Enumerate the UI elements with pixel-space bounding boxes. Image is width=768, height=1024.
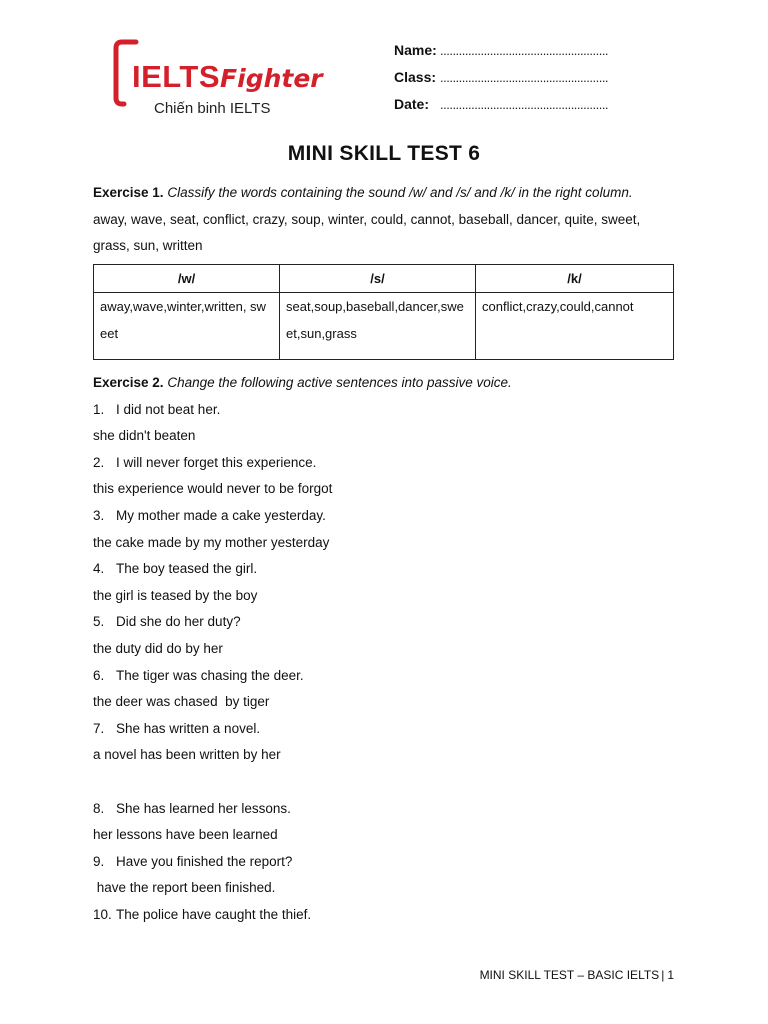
name-field [394,42,664,69]
question-text: She has written a novel. [116,720,261,736]
question-text: The boy teased the girl. [116,561,258,577]
table-row [94,293,674,360]
table-header: /s/ [280,265,476,293]
logo-wordmark [132,60,323,96]
answer-text[interactable]: she didn't beaten [93,428,196,444]
question-text: Did she do her duty? [116,614,241,630]
question-text: My mother made a cake yesterday. [116,507,326,523]
class-label: Class: [394,69,437,85]
question-text: Have you finished the report? [116,853,293,869]
date-line: ...................................................... [440,97,609,112]
answer-text[interactable]: a novel has been written by her [93,747,281,763]
sound-classification-table [93,264,674,360]
table-cell[interactable]: away,wave,winter,written, sweet [94,293,280,360]
question-number: 4. [93,561,105,577]
exercise2-list [93,397,683,929]
page-footer [480,968,674,982]
footer-text: MINI SKILL TEST – BASIC IELTS [479,968,660,982]
question-item [93,849,683,876]
question-text: The police have caught the thief. [116,906,312,922]
answer-text[interactable]: the deer was chased by tiger [93,694,270,710]
exercise1-heading [93,180,683,207]
answer-text[interactable]: the duty did do by her [93,640,223,656]
exercise1-words-line: away, wave, seat, conflict, crazy, soup, winter, could, cannot, baseball, dancer, quite, sweet, [93,211,641,227]
exercise1-label: Exercise 1. [93,185,164,200]
exercise1-intro [93,180,683,260]
table-cell[interactable]: conflict,crazy,could,cannot [476,293,674,360]
answer-text[interactable]: the cake made by my mother yesterday [93,534,330,550]
question-number: 10. [93,906,112,922]
table-cell[interactable]: seat,soup,baseball,dancer,sweet,sun,grass [280,293,476,360]
question-text: I will never forget this experience. [116,454,317,470]
logo-brand-script: Fighter [220,64,323,93]
question-item [93,716,683,743]
answer-text[interactable]: have the report been finished. [93,880,276,896]
date-label: Date: [394,96,430,112]
answer-text[interactable]: this experience would never to be forgot [93,481,333,497]
question-number: 1. [93,401,105,417]
date-field [394,96,664,123]
question-item [93,796,683,823]
question-item [93,663,683,690]
question-number: 3. [93,507,105,523]
logo-brand: IELTS [132,59,221,94]
exercise2-section [93,370,683,928]
exercise2-heading [93,370,683,397]
question-item [93,609,683,636]
footer-separator: | [661,968,665,982]
class-field [394,69,664,96]
question-item [93,397,683,424]
logo-tagline: Chiến binh IELTS [154,100,271,117]
question-text: I did not beat her. [116,401,221,417]
exercise1-words-line: grass, sun, written [93,238,203,254]
question-text: The tiger was chasing the deer. [116,667,304,683]
question-item [93,450,683,477]
page-title: MINI SKILL TEST 6 [287,142,481,165]
exercise2-label: Exercise 2. [93,375,164,390]
question-item [93,556,683,583]
table-header: /w/ [94,265,280,293]
question-number: 2. [93,454,105,470]
name-line: ...................................................... [440,43,609,58]
question-number: 5. [93,614,105,630]
page-number: 1 [667,968,674,982]
question-item [93,902,683,929]
question-item [93,503,683,530]
question-number: 6. [93,667,105,683]
ielts-fighter-logo [110,38,323,123]
answer-text[interactable]: the girl is teased by the boy [93,587,258,603]
table-header: /k/ [476,265,674,293]
table-header-row [94,265,674,293]
class-line: ...................................................... [440,70,609,85]
exercise1-instruction: Classify the words containing the sound /w/ and /s/ and /k/ in the right column. [167,185,633,200]
name-label: Name: [394,42,437,58]
question-text: She has learned her lessons. [116,800,291,816]
question-number: 8. [93,800,105,816]
exercise2-instruction: Change the following active sentences into passive voice. [167,375,512,390]
student-info-fields [394,42,664,123]
answer-text[interactable]: her lessons have been learned [93,827,278,843]
question-number: 9. [93,853,105,869]
question-number: 7. [93,720,105,736]
blank-line [93,769,683,796]
